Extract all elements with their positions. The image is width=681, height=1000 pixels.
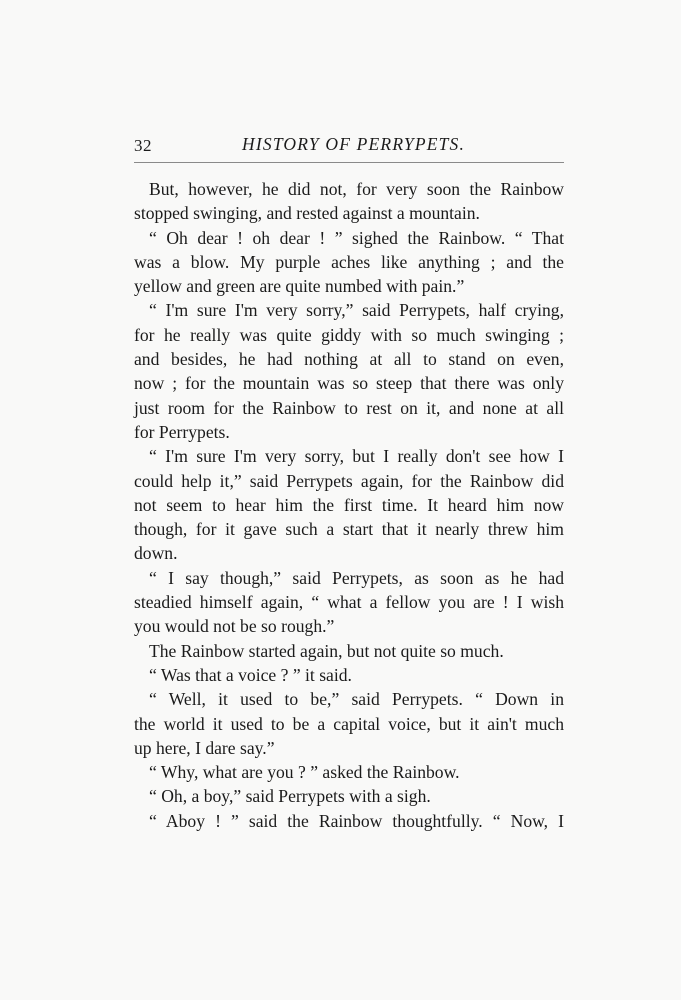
page-number: 32 (134, 136, 152, 155)
text-line: not seem to hear him the first time. It heard him now (134, 494, 564, 515)
body-text (134, 177, 564, 833)
text-line: But, however, he did not, for very soon the Rainbow (149, 179, 564, 199)
text-line: up here, I dare say.” (134, 737, 275, 758)
text-line: yellow and green are quite numbed with pain.” (134, 276, 465, 297)
text-line: was a blow. My purple aches like anything ; and the (134, 251, 564, 272)
text-line: steadied himself again, “ what a fellow you are ! I wish (134, 592, 564, 613)
text-line: though, for it gave such a start that it nearly threw him (134, 519, 564, 540)
text-line: and besides, he had nothing at all to stand on even, (134, 349, 564, 370)
text-line: for Perrypets. (134, 421, 230, 442)
text-line: stopped swinging, and rested against a mountain. (134, 203, 480, 224)
header-rule (134, 162, 564, 163)
text-line: could help it,” said Perrypets again, for the Rainbow did (134, 470, 564, 491)
text-line: “ Oh, a boy,” said Perrypets with a sigh. (149, 786, 431, 807)
text-line: just room for the Rainbow to rest on it, and none at all (134, 397, 564, 418)
text-line: “ Why, what are you ? ” asked the Rainbow. (149, 762, 460, 783)
text-line: “ Was that a voice ? ” it said. (149, 664, 352, 685)
text-line: “ Aboy ! ” said the Rainbow thoughtfully. “ Now, I (149, 810, 564, 831)
text-line: “ Well, it used to be,” said Perrypets. “ Down in (149, 689, 564, 710)
text-line: you would not be so rough.” (134, 616, 335, 637)
text-line: “ I say though,” said Perrypets, as soon as he had (149, 567, 564, 588)
text-line: “ Oh dear ! oh dear ! ” sighed the Rainbow. “ That (149, 227, 564, 248)
text-line: now ; for the mountain was so steep that there was only (134, 373, 564, 394)
text-line: down. (134, 543, 178, 564)
text-line: the world it used to be a capital voice, but it ain't much (134, 713, 564, 734)
text-line: for he really was quite giddy with so much swinging ; (134, 324, 564, 345)
text-line: “ I'm sure I'm very sorry,” said Perrypets, half crying, (149, 300, 564, 321)
running-head: HISTORY OF PERRYPETS. (242, 134, 466, 154)
text-line: The Rainbow started again, but not quite so much. (149, 640, 504, 661)
text-line: “ I'm sure I'm very sorry, but I really don't see how I (149, 446, 564, 467)
page-header (134, 134, 564, 160)
